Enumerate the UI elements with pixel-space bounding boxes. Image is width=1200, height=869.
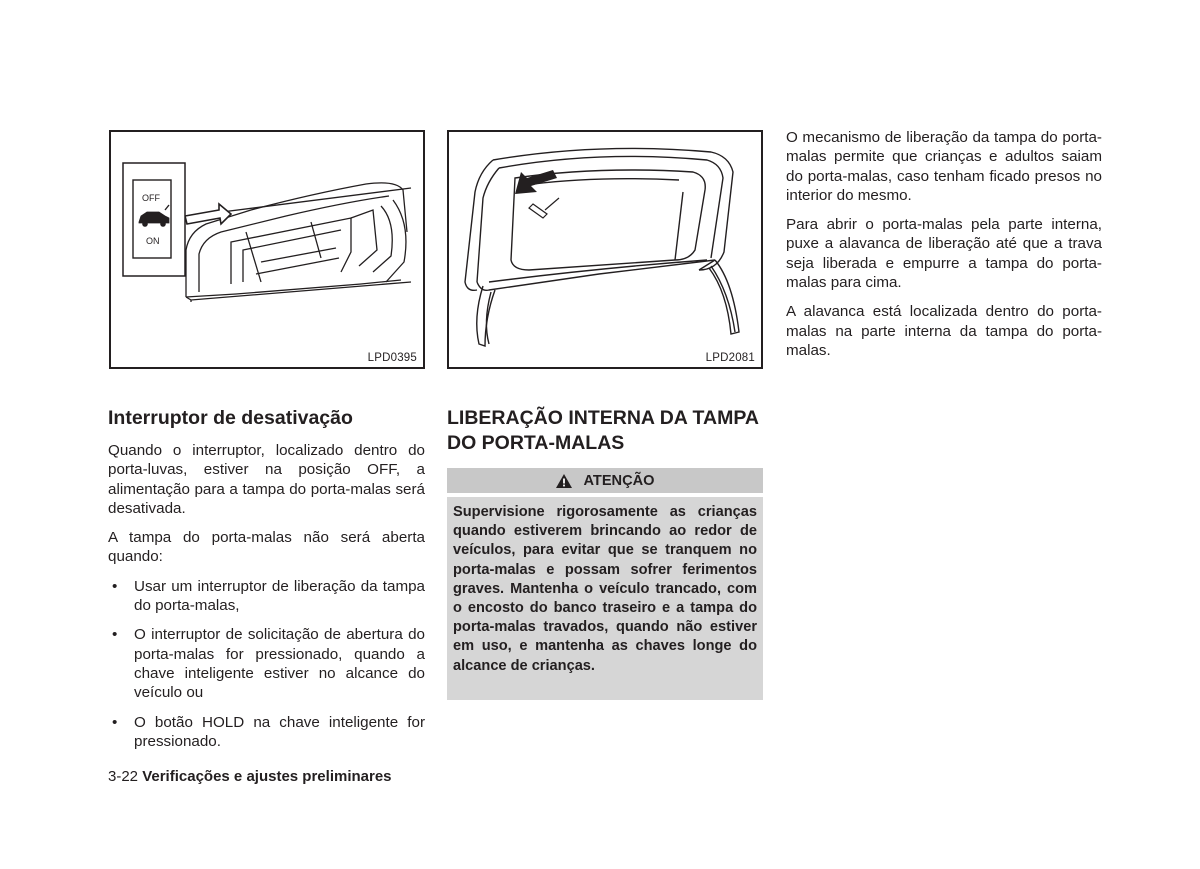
paragraph: Para abrir o porta-malas pela parte interna, puxe a alavanca de liberação até que a trava seja liberada e empurre a tampa do porta-malas para cima. [786, 216, 1102, 292]
left-column-body [108, 441, 425, 761]
bullet-icon: • [112, 626, 118, 644]
paragraph: Quando o interruptor, localizado dentro do porta-luvas, estiver na posição OFF, a alimentação para a tampa do porta-malas será desativada. [108, 442, 425, 517]
figure-code: LPD0395 [367, 352, 417, 364]
paragraph: A tampa do porta-malas não será aberta quando: [108, 529, 425, 566]
switch-on-label: ON [146, 236, 160, 246]
bullet-icon: • [112, 713, 118, 731]
section-title: Verificações e ajustes preliminares [142, 768, 392, 785]
section-heading: Interruptor de desativação [108, 407, 353, 429]
paragraph: O mecanismo de liberação da tampa do porta-malas permite que crianças e adultos saiam do porta-malas, caso tenham ficado presos no interior do mesmo. [786, 129, 1102, 204]
figure-code: LPD2081 [705, 352, 755, 364]
trunk-lid-illustration [449, 132, 761, 367]
page-number: 3-22 [108, 768, 139, 785]
list-item: • O interruptor de solicitação de abertura do porta-malas for pressionado, quando a chave inteligente estiver no alcance do veículo ou [112, 626, 425, 702]
list-item: • O botão HOLD na chave inteligente for pressionado. [112, 713, 425, 750]
warning-header [447, 468, 763, 493]
paragraph: A alavanca está localizada dentro do porta-malas na parte interna da tampa do porta-malas. [786, 303, 1102, 359]
figure-trunk-release [447, 130, 763, 369]
warning-text: Supervisione rigorosamente as crianças quando estiverem brincando ao redor de veículos, para evitar que se tranquem no porta-malas e possam sofrer ferimentos graves. Mantenha o veículo trancado, com o encosto do banco traseiro e a tampa do porta-malas travados, quando não estiver em uso, e mantenha as chaves longe do alcance de crianças. [447, 497, 763, 700]
page-footer [108, 768, 392, 785]
switch-off-label: OFF [142, 193, 160, 203]
section-heading: LIBERAÇÃO INTERNA DA TAMPA DO PORTA-MALAS [447, 407, 759, 454]
right-column-body [786, 128, 1102, 370]
glovebox-illustration [111, 132, 423, 367]
warning-triangle-icon [555, 473, 573, 489]
list-item: • Usar um interruptor de liberação da tampa do porta-malas, [112, 577, 425, 615]
bullet-icon: • [112, 577, 118, 595]
arrow-icon [185, 204, 231, 224]
figure-glovebox-switch [109, 130, 425, 369]
bullet-list [108, 577, 425, 751]
warning-label: ATENÇÃO [583, 472, 655, 489]
